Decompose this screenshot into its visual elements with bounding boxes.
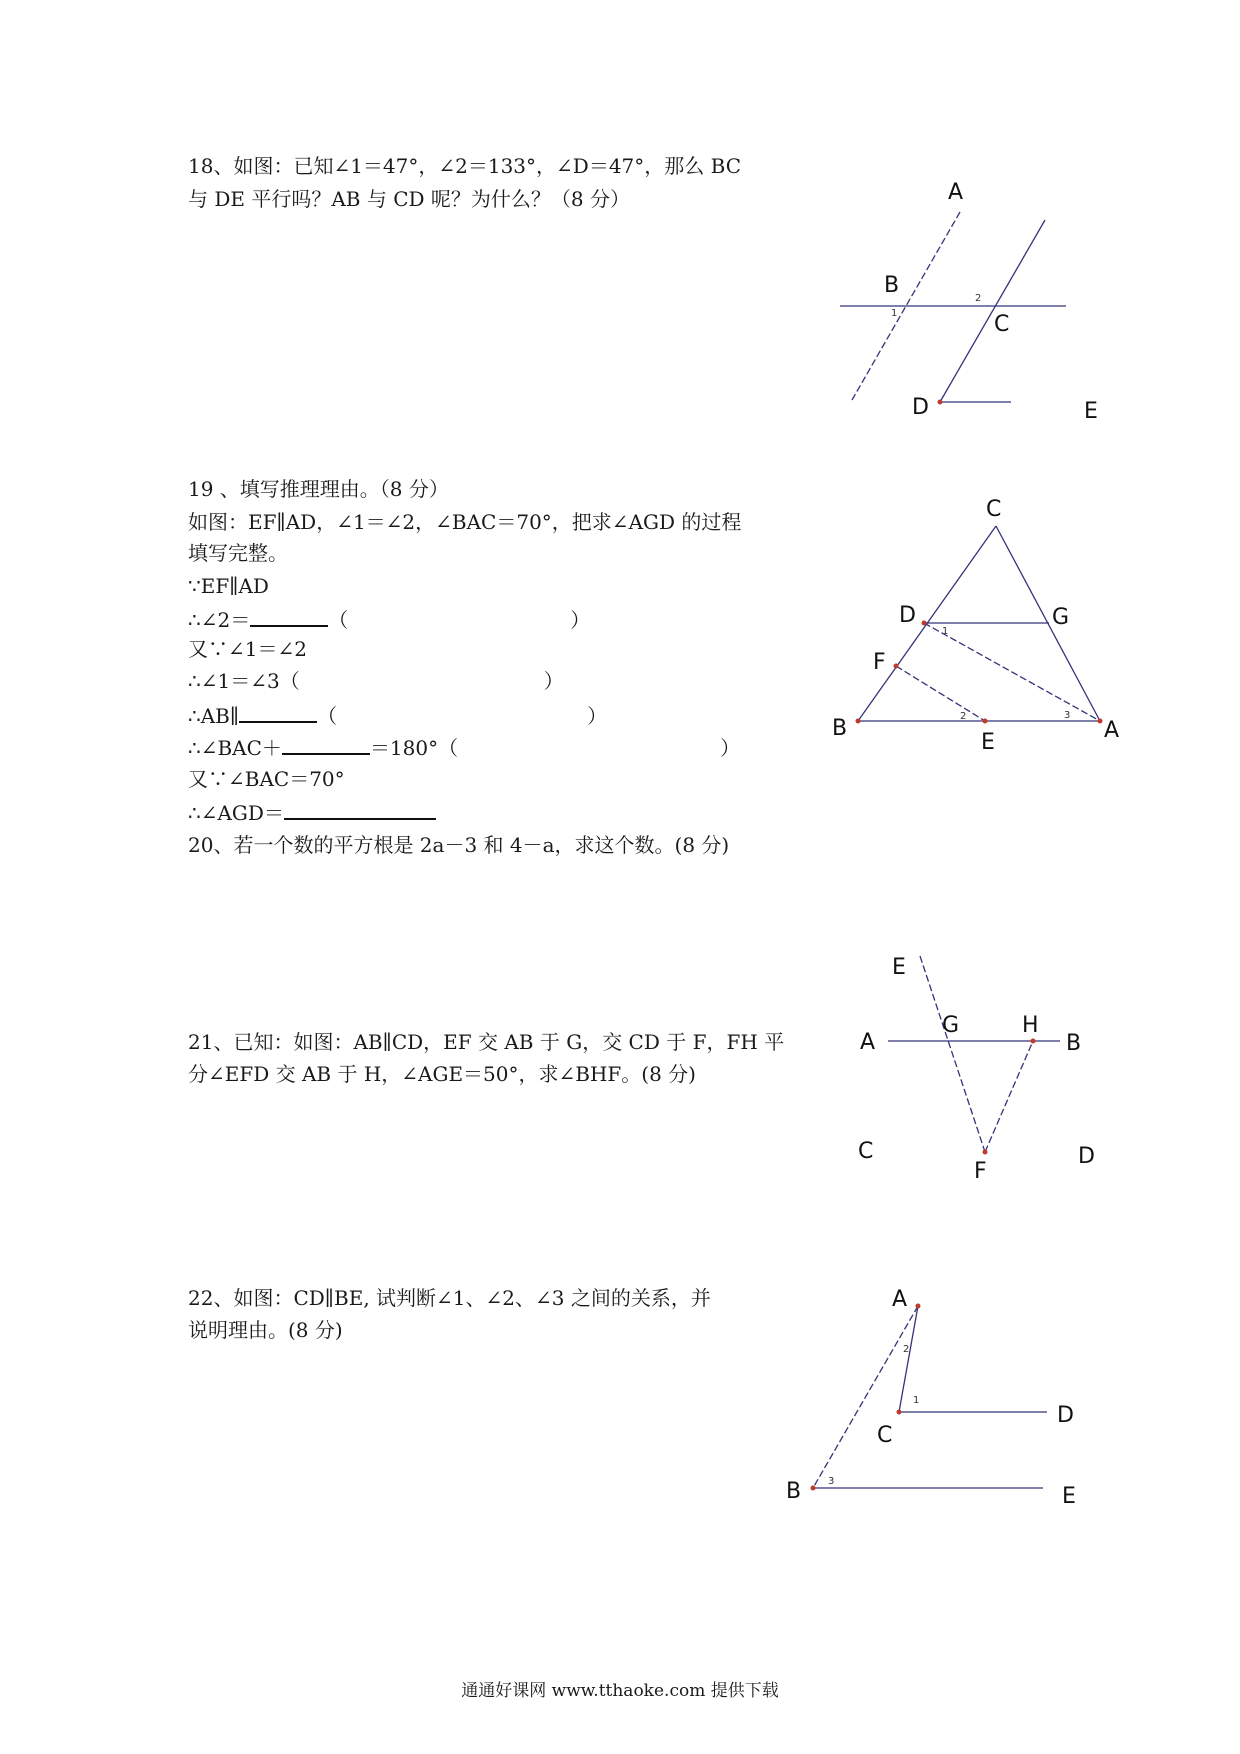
label-g: G: [942, 1013, 960, 1038]
q18-line1: 18、如图：已知∠1＝47°，∠2＝133°，∠D＝47°，那么 BC: [188, 154, 742, 178]
q19-step5-lparen: （: [317, 704, 338, 728]
angle-label-3: 3: [1064, 710, 1071, 721]
q19-step6-text-b: ＝180°（: [369, 736, 459, 760]
angle-label-3: 3: [828, 1476, 835, 1487]
angle-label-1: 1: [942, 626, 949, 637]
q21-line2: 分∠EFD 交 AB 于 H，∠AGE＝50°，求∠BHF。(8 分): [188, 1062, 696, 1086]
q19-step4-text: ∴∠1＝∠3（: [188, 669, 300, 693]
q19-line2: 填写完整。: [188, 541, 288, 565]
angle-label-2: 2: [975, 293, 982, 304]
q19-step3: 又∵∠1＝∠2: [188, 637, 307, 661]
q22-line1: 22、如图：CD∥BE, 试判断∠1、∠2、∠3 之间的关系，并: [188, 1286, 711, 1310]
label-d: D: [912, 395, 929, 420]
label-e: E: [892, 955, 906, 980]
label-c: C: [986, 497, 1002, 522]
label-b: B: [786, 1479, 802, 1504]
label-f: F: [873, 650, 886, 675]
q19-line1: 如图：EF∥AD，∠1＝∠2，∠BAC＝70°，把求∠AGD 的过程: [188, 510, 742, 534]
q19-step8-text: ∴∠AGD＝: [188, 801, 284, 825]
q22-line2: 说明理由。(8 分): [188, 1318, 343, 1342]
q19-step7: 又∵∠BAC＝70°: [188, 767, 345, 791]
label-a: A: [892, 1287, 908, 1312]
angle-label-2: 2: [903, 1344, 910, 1355]
label-d: D: [1078, 1144, 1095, 1169]
point-c: [897, 1410, 902, 1415]
q19-title: 19 、填写推理理由。（8 分）: [188, 477, 449, 501]
q19-step1: ∵EF∥AD: [188, 574, 269, 598]
label-b: B: [884, 273, 900, 298]
q19-step2-text: ∴∠2＝: [188, 608, 251, 632]
label-b: B: [832, 716, 848, 741]
label-c: C: [994, 312, 1010, 337]
q20-text: 20、若一个数的平方根是 2a－3 和 4－a，求这个数。(8 分): [188, 833, 730, 857]
label-c: C: [858, 1139, 874, 1164]
q19-step5-rparen: ）: [587, 704, 608, 728]
label-a: A: [1104, 718, 1120, 743]
label-d: D: [899, 603, 916, 628]
label-a: A: [860, 1030, 876, 1055]
q19-step6-rparen: ）: [720, 736, 741, 760]
label-b: B: [1066, 1031, 1082, 1056]
label-h: H: [1022, 1013, 1039, 1038]
angle-label-1: 1: [913, 1395, 920, 1406]
label-e: E: [1062, 1484, 1076, 1509]
point-a: [916, 1304, 921, 1309]
q19-step2-lparen: （: [328, 608, 349, 632]
q21-line1: 21、已知：如图：AB∥CD，EF 交 AB 于 G，交 CD 于 F，FH 平: [188, 1030, 785, 1054]
q19-step4-rparen: ）: [543, 669, 564, 693]
page-footer: 通通好课网 www.tthaoke.com 提供下载: [461, 1681, 779, 1701]
q19-step2-rparen: ）: [570, 608, 591, 632]
label-e: E: [981, 730, 995, 755]
label-f: F: [974, 1159, 987, 1184]
angle-label-2: 2: [960, 711, 967, 722]
label-g: G: [1052, 605, 1070, 630]
angle-label-1: 1: [891, 308, 898, 319]
label-c: C: [877, 1423, 893, 1448]
label-d: D: [1057, 1403, 1074, 1428]
q19-step6-text-a: ∴∠BAC＋: [188, 736, 282, 760]
point-b: [811, 1486, 816, 1491]
q18-line2: 与 DE 平行吗？AB 与 CD 呢？为什么？（8 分）: [188, 187, 630, 211]
q19-step5-text: ∴AB∥: [188, 704, 240, 728]
label-a: A: [948, 180, 964, 205]
label-e: E: [1084, 399, 1098, 424]
